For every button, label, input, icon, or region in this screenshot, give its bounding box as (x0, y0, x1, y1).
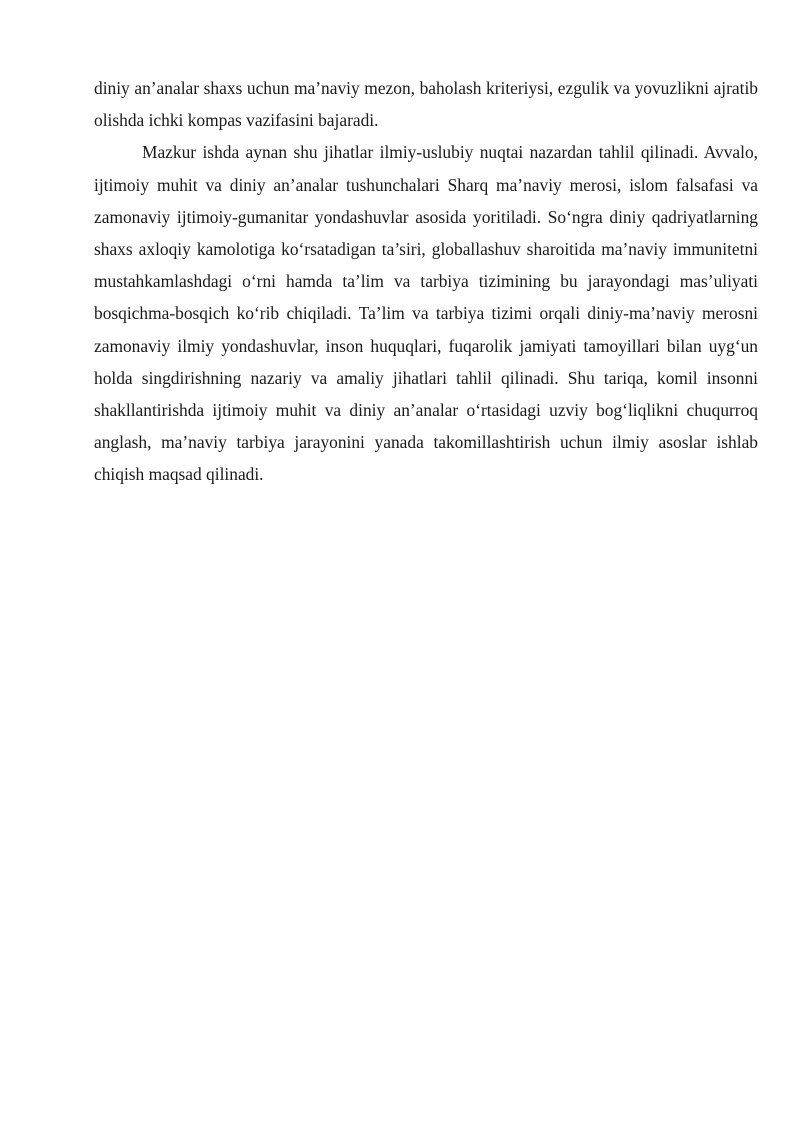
paragraph-continuation: diniy an’analar shaxs uchun ma’naviy mezon, baholash kriteriysi, ezgulik va yovuzlikni ajratib olishda ichki kompas vazifasini bajaradi. (94, 78, 758, 131)
paragraph-main: Mazkur ishda aynan shu jihatlar ilmiy-uslubiy nuqtai nazardan tahlil qilinadi. Avvalo, ijtimoiy muhit va diniy an’analar tushunchalari Sharq ma’naviy merosi, islom falsafasi va zamonaviy ijtimoiy-gumanitar yondashuvlar asosida yoritiladi. So‘ngra diniy qadriyatlarning shaxs axloqiy kamolotiga ko‘rsatadigan ta’siri, globallashuv sharoitida ma’naviy immunitetni mustahkamlashdagi o‘rni hamda ta’lim va tarbiya tizimining bu jarayondagi mas’uliyati bosqichma-bosqich ko‘rib chiqiladi. Ta’lim va tarbiya tizimi orqali diniy-ma’naviy merosni zamonaviy ilmiy yondashuvlar, inson huquqlari, fuqarolik jamiyati tamoyillari bilan uyg‘un holda singdirishning nazariy va amaliy jihatlari tahlil qilinadi. Shu tariqa, komil insonni shakllantirishda ijtimoiy muhit va diniy an’analar o‘rtasidagi uzviy bog‘liqlikni chuqurroq anglash, ma’naviy tarbiya jarayonini yanada takomillashtirish uchun ilmiy asoslar ishlab chiqish maqsad qilinadi. (94, 142, 758, 485)
document-page (94, 72, 758, 491)
